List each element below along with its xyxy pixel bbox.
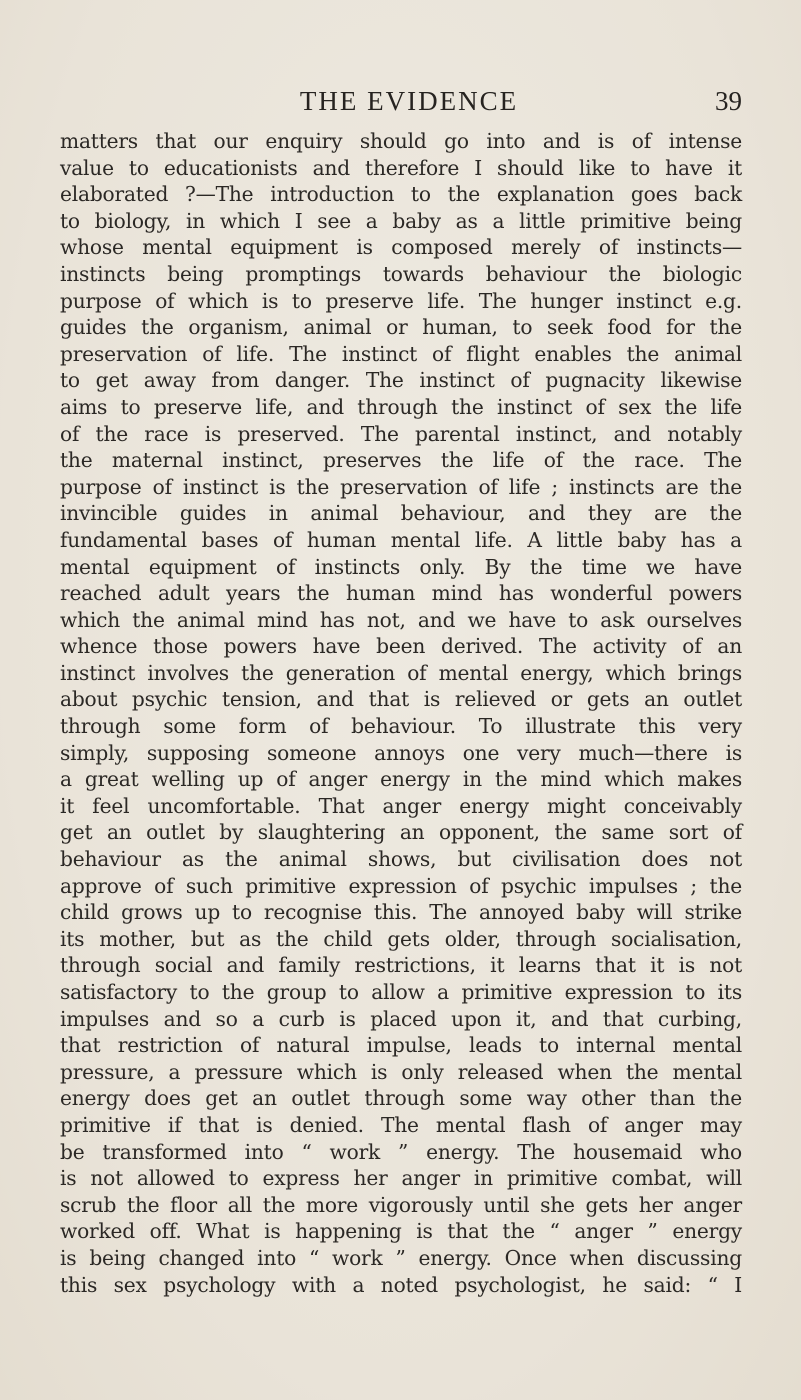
text-line: mental equipment of instincts only. By the time we have xyxy=(60,554,742,579)
text-line: to get away from danger. The instinct of pugnacity likewise xyxy=(60,368,742,393)
text-line: of the race is preserved. The parental instinct, and notably xyxy=(60,421,742,446)
text-line: be transformed into “ work ” energy. The housemaid who xyxy=(60,1139,742,1164)
text-line: guides the organism, animal or human, to seek food for the xyxy=(60,315,742,340)
text-line: its mother, but as the child gets older, through socialisation, xyxy=(60,926,742,951)
text-line: instinct involves the generation of mental energy, which brings xyxy=(60,660,742,685)
text-line: is being changed into “ work ” energy. Once when discussing xyxy=(60,1245,742,1270)
text-line: to biology, in which I see a baby as a little primitive being xyxy=(60,208,742,233)
running-head xyxy=(60,84,742,118)
text-line: whence those powers have been derived. The activity of an xyxy=(60,634,742,659)
text-line: energy does get an outlet through some way other than the xyxy=(60,1086,742,1111)
text-line: simply, supposing someone annoys one very much—there is xyxy=(60,740,742,765)
text-line: about psychic tension, and that is relieved or gets an outlet xyxy=(60,687,742,712)
text-line: matters that our enquiry should go into and is of intense xyxy=(60,129,742,153)
text-line: primitive if that is denied. The mental flash of anger may xyxy=(60,1112,742,1137)
text-line: pressure, a pressure which is only released when the mental xyxy=(60,1059,742,1084)
text-line: a great welling up of anger energy in the mind which makes xyxy=(60,767,742,792)
page-number: 39 xyxy=(715,86,742,116)
text-line: child grows up to recognise this. The annoyed baby will strike xyxy=(60,900,742,925)
text-line: worked off. What is happening is that the “ anger ” energy xyxy=(60,1219,742,1244)
text-line: reached adult years the human mind has wonderful powers xyxy=(60,581,742,606)
text-line: elaborated ?—The introduction to the explanation goes back xyxy=(60,182,742,207)
text-line: through social and family restrictions, it learns that it is not xyxy=(60,953,742,978)
text-line: which the animal mind has not, and we have to ask ourselves xyxy=(60,607,742,632)
text-line: behaviour as the animal shows, but civilisation does not xyxy=(60,847,742,872)
text-line: value to educationists and therefore I should like to have it xyxy=(60,155,742,180)
text-line: aims to preserve life, and through the instinct of sex the life xyxy=(60,394,742,419)
text-line: fundamental bases of human mental life. A little baby has a xyxy=(60,527,742,552)
text-line: invincible guides in animal behaviour, and they are the xyxy=(60,501,742,526)
text-line: approve of such primitive expression of psychic impulses ; the xyxy=(60,873,742,898)
text-line: preservation of life. The instinct of flight enables the animal xyxy=(60,341,742,366)
text-line: get an outlet by slaughtering an opponent, the same sort of xyxy=(60,820,742,845)
text-line: instincts being promptings towards behaviour the biologic xyxy=(60,261,742,286)
body-paragraph xyxy=(60,128,742,1298)
text-line: that restriction of natural impulse, leads to internal mental xyxy=(60,1033,742,1058)
text-line: purpose of instinct is the preservation of life ; instincts are the xyxy=(60,474,742,499)
text-line: the maternal instinct, preserves the life of the race. The xyxy=(60,448,742,473)
text-line: purpose of which is to preserve life. The hunger instinct e.g. xyxy=(60,288,742,313)
text-line: impulses and so a curb is placed upon it, and that curbing, xyxy=(60,1006,742,1031)
text-line: scrub the floor all the more vigorously until she gets her anger xyxy=(60,1192,742,1217)
text-line: is not allowed to express her anger in primitive combat, will xyxy=(60,1166,742,1191)
text-line: satisfactory to the group to allow a primitive expression to its xyxy=(60,980,742,1004)
running-title: THE EVIDENCE xyxy=(299,86,519,116)
text-line: this sex psychology with a noted psychologist, he said: “ I xyxy=(60,1272,742,1297)
text-line: through some form of behaviour. To illustrate this very xyxy=(60,714,742,739)
text-line: whose mental equipment is composed merely of instincts— xyxy=(60,235,742,260)
text-line: it feel uncomfortable. That anger energy might conceivably xyxy=(60,793,742,818)
